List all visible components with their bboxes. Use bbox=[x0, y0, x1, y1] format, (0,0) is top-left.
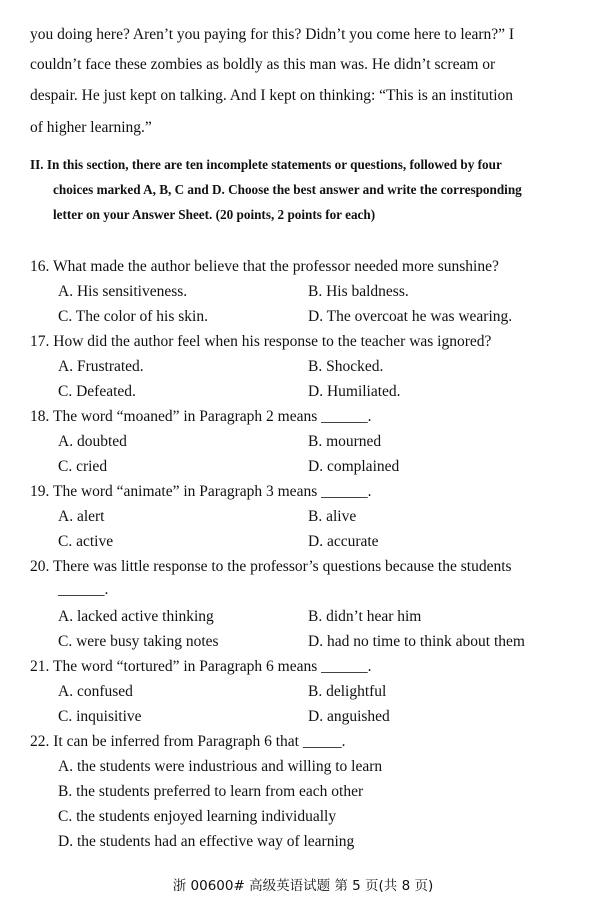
question-21: 21. The word “tortured” in Paragraph 6 means ______. bbox=[30, 658, 372, 675]
option-b: B. His baldness. bbox=[308, 283, 409, 300]
page-footer: 浙 00600# 高级英语试题 第 5 页(共 8 页) bbox=[172, 878, 434, 894]
option-d: D. Humiliated. bbox=[308, 383, 401, 400]
question-20-blank: ______. bbox=[58, 581, 109, 598]
option-d: D. had no time to think about them bbox=[308, 633, 525, 650]
option-a: A. alert bbox=[58, 508, 105, 525]
option-a: A. confused bbox=[58, 683, 133, 700]
option-b: B. didn’t hear him bbox=[308, 608, 422, 625]
option-b: B. the students preferred to learn from each other bbox=[58, 783, 364, 800]
option-a: A. the students were industrious and willing to learn bbox=[58, 758, 383, 775]
section-instructions: II. In this section, there are ten incomplete statements or questions, followed by four bbox=[30, 157, 502, 172]
question-19: 19. The word “animate” in Paragraph 3 means ______. bbox=[30, 483, 372, 500]
question-20: 20. There was little response to the professor’s questions because the students bbox=[30, 558, 512, 575]
passage-line: despair. He just kept on talking. And I kept on thinking: “This is an institution bbox=[30, 87, 514, 104]
option-b: B. Shocked. bbox=[308, 358, 384, 375]
option-d: D. accurate bbox=[308, 533, 379, 550]
option-a: A. Frustrated. bbox=[58, 358, 144, 375]
option-d: D. complained bbox=[308, 458, 400, 475]
question-18: 18. The word “moaned” in Paragraph 2 means ______. bbox=[30, 408, 372, 425]
option-c: C. were busy taking notes bbox=[58, 633, 219, 650]
passage-line: you doing here? Aren’t you paying for this? Didn’t you come here to learn?” I bbox=[30, 26, 515, 43]
section-instructions: letter on your Answer Sheet. (20 points, 2 points for each) bbox=[53, 207, 376, 222]
section-instructions: choices marked A, B, C and D. Choose the best answer and write the corresponding bbox=[53, 182, 522, 197]
question-16: 16. What made the author believe that the professor needed more sunshine? bbox=[30, 258, 499, 275]
option-b: B. mourned bbox=[308, 433, 382, 450]
option-d: D. the students had an effective way of learning bbox=[58, 833, 355, 850]
option-b: B. alive bbox=[308, 508, 357, 525]
option-d: D. The overcoat he was wearing. bbox=[308, 308, 513, 325]
question-17: 17. How did the author feel when his response to the teacher was ignored? bbox=[30, 333, 492, 350]
option-c: C. the students enjoyed learning individually bbox=[58, 808, 337, 825]
option-d: D. anguished bbox=[308, 708, 390, 725]
passage-line: couldn’t face these zombies as boldly as this man was. He didn’t scream or bbox=[30, 56, 496, 73]
option-b: B. delightful bbox=[308, 683, 387, 700]
option-c: C. cried bbox=[58, 458, 108, 475]
option-a: A. His sensitiveness. bbox=[58, 283, 188, 300]
option-c: C. active bbox=[58, 533, 114, 550]
option-a: A. doubted bbox=[58, 433, 127, 450]
passage-line: of higher learning.” bbox=[30, 119, 152, 136]
option-a: A. lacked active thinking bbox=[58, 608, 214, 625]
option-c: C. Defeated. bbox=[58, 383, 136, 400]
question-22: 22. It can be inferred from Paragraph 6 that _____. bbox=[30, 733, 346, 750]
option-c: C. The color of his skin. bbox=[58, 308, 208, 325]
option-c: C. inquisitive bbox=[58, 708, 142, 725]
